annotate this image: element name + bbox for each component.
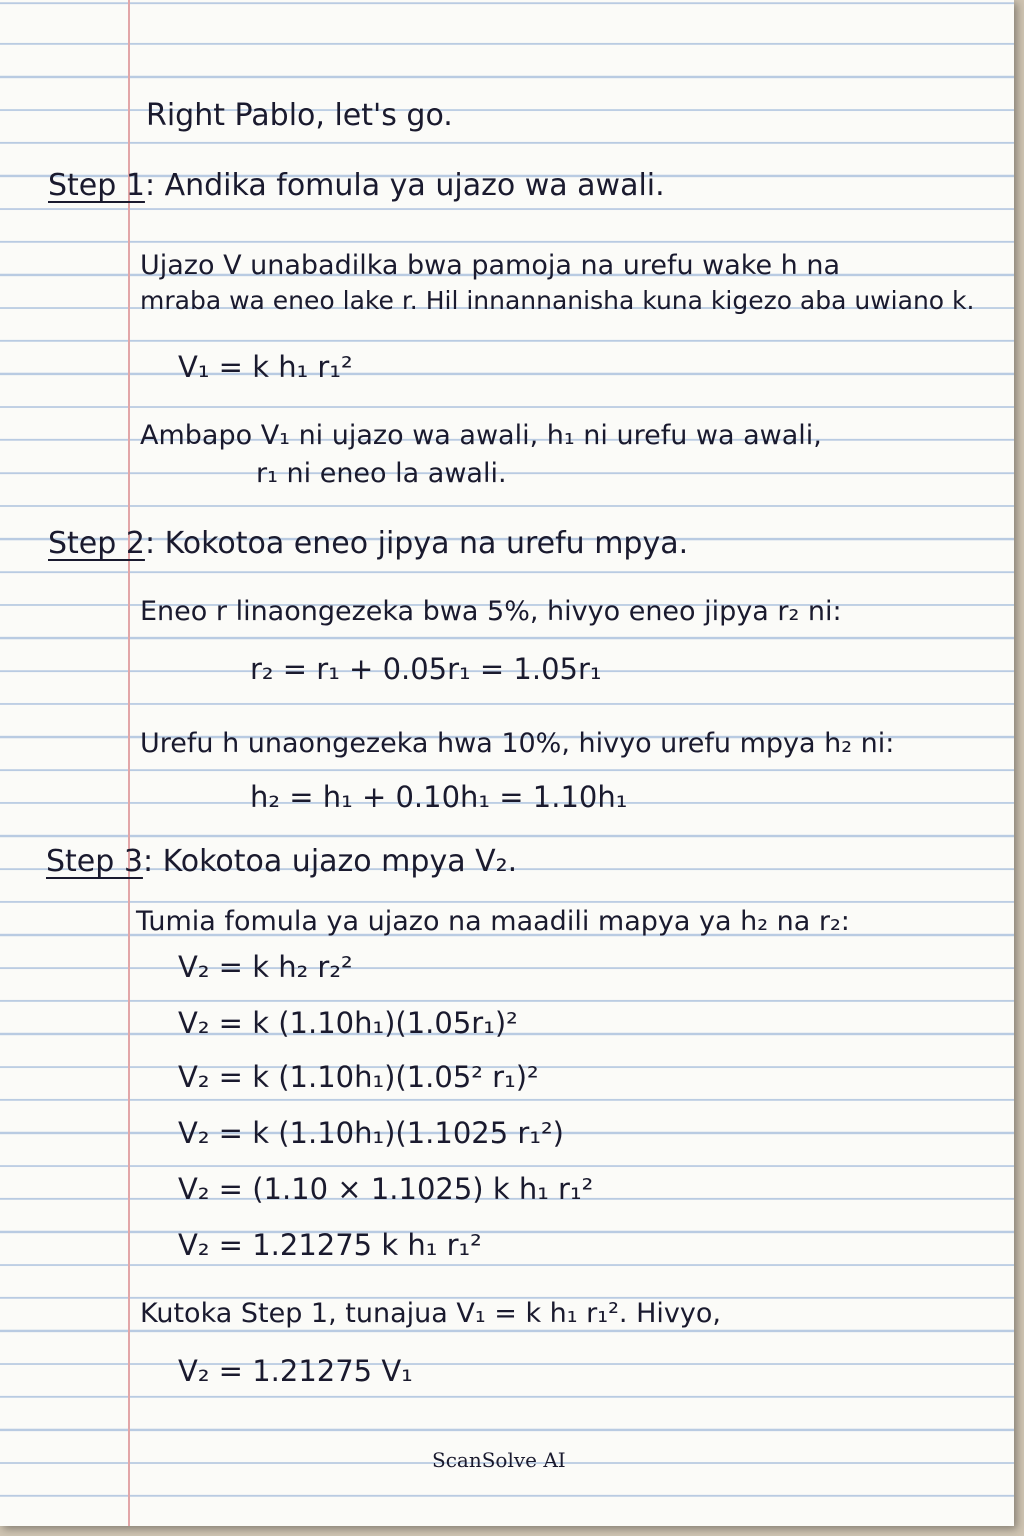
- step1-title: : Andika fomula ya ujazo wa awali.: [144, 168, 665, 203]
- step3-intro: Tumia fomula ya ujazo na maadili mapya ya h₂ na r₂:: [136, 906, 850, 937]
- step3-equation: V₂ = k (1.10h₁)(1.1025 r₁²): [178, 1116, 564, 1150]
- step1-para-line2: mraba wa eneo lake r. Hil innannanisha kuna kigezo aba uwiano k.: [140, 286, 975, 315]
- step3-equation: V₂ = (1.10 × 1.1025) k h₁ r₁²: [178, 1172, 594, 1206]
- step2-h-equation: h₂ = h₁ + 0.10h₁ = 1.10h₁: [250, 780, 628, 814]
- step2-h-text: Urefu h unaongezeka hwa 10%, hivyo urefu mpya h₂ ni:: [140, 728, 895, 759]
- step3-equation: V₂ = 1.21275 k h₁ r₁²: [178, 1228, 482, 1262]
- step1-heading: [48, 168, 665, 203]
- final-answer: V₂ = 1.21275 V₁: [178, 1354, 413, 1388]
- step1-where-line1: Ambapo V₁ ni ujazo wa awali, h₁ ni urefu wa awali,: [140, 420, 822, 451]
- step3-equation: V₂ = k (1.10h₁)(1.05r₁)²: [178, 1006, 518, 1040]
- step2-label: Step 2: [48, 526, 145, 561]
- step3-title: : Kokotoa ujazo mpya V₂.: [142, 844, 518, 879]
- step2-r-text: Eneo r linaongezeka bwa 5%, hivyo eneo jipya r₂ ni:: [140, 596, 842, 627]
- step2-r-equation: r₂ = r₁ + 0.05r₁ = 1.05r₁: [250, 652, 602, 686]
- step1-formula: V₁ = k h₁ r₁²: [178, 350, 353, 384]
- greeting: Right Pablo, let's go.: [146, 98, 453, 133]
- step3-conclusion: Kutoka Step 1, tunajua V₁ = k h₁ r₁². Hivyo,: [140, 1298, 721, 1329]
- step3-equation: V₂ = k h₂ r₂²: [178, 950, 353, 984]
- step1-where-line2: r₁ ni eneo la awali.: [256, 458, 507, 489]
- step3-heading: [46, 844, 517, 879]
- step3-equation: V₂ = k (1.10h₁)(1.05² r₁)²: [178, 1060, 539, 1094]
- margin-line: [128, 0, 130, 1526]
- footer-brand: ScanSolve AI: [432, 1448, 566, 1472]
- step1-label: Step 1: [48, 168, 145, 203]
- step3-label: Step 3: [46, 844, 143, 879]
- step2-heading: [48, 526, 688, 561]
- step1-para-line1: Ujazo V unabadilka bwa pamoja na urefu wake h na: [140, 250, 841, 281]
- step2-title: : Kokotoa eneo jipya na urefu mpya.: [144, 526, 689, 561]
